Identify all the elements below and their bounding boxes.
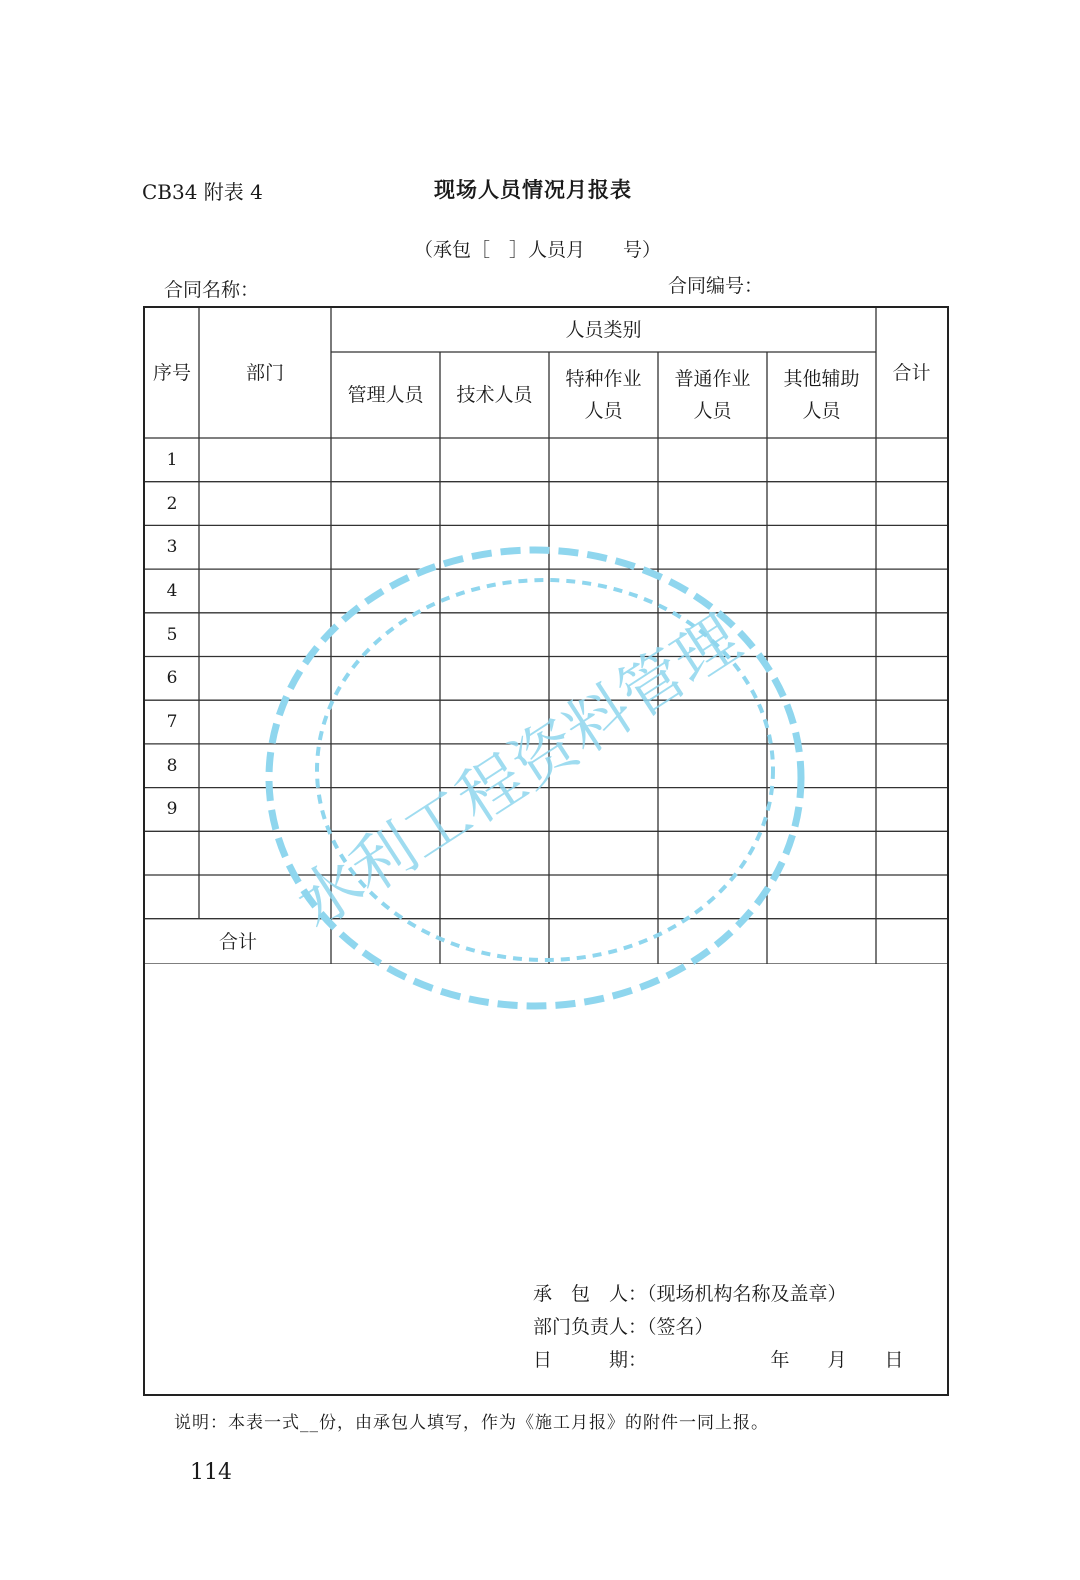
contract-name-label: 合同名称： [164, 279, 260, 301]
row-number-11 [145, 875, 199, 919]
dept-head-signature-line: 部门负责人：（签名） [533, 1316, 714, 1338]
header-total: 合计 [892, 362, 931, 384]
header-personnel-category: 人员类别 [565, 319, 642, 341]
header-management-staff: 管理人员 [347, 384, 424, 406]
row-number-6: 6 [166, 668, 178, 689]
row-number-9: 9 [166, 799, 178, 820]
header-special-operation-staff: 特种作业人员 [565, 368, 642, 422]
header-department: 部门 [245, 362, 284, 384]
total-row-label: 合计 [218, 930, 257, 953]
form-serial: （承包［ ］人员月 号） [414, 239, 662, 261]
row-number-5: 5 [166, 624, 178, 645]
header-other-auxiliary-staff: 其他辅助人员 [783, 368, 860, 422]
header-general-operation-staff: 普通作业人员 [674, 368, 751, 422]
form-title: 现场人员情况月报表 [434, 178, 632, 202]
signature-block [533, 1278, 904, 1377]
form-note: 说明：本表一式__份，由承包人填写，作为《施工月报》的附件一同上报。 [174, 1413, 769, 1433]
row-number-10 [145, 831, 199, 875]
header-index: 序号 [152, 362, 191, 384]
row-number-4: 4 [166, 580, 178, 601]
row-number-8: 8 [166, 755, 178, 776]
header-technical-staff: 技术人员 [456, 384, 533, 406]
row-number-2: 2 [166, 493, 178, 514]
row-number-7: 7 [166, 712, 178, 733]
page-number: 114 [190, 1460, 232, 1485]
date-line: 日 期： 年 月 日 [533, 1349, 904, 1371]
contract-no-label: 合同编号： [668, 275, 764, 297]
personnel-report-form [143, 306, 949, 1396]
watermark-text: 水利工程资料管理 [283, 601, 754, 943]
row-number-3: 3 [166, 537, 178, 558]
contractor-signature-line: 承 包 人：（现场机构名称及盖章） [533, 1283, 847, 1305]
row-number-1: 1 [166, 449, 178, 470]
form-code: CB34 附表 4 [142, 180, 263, 204]
